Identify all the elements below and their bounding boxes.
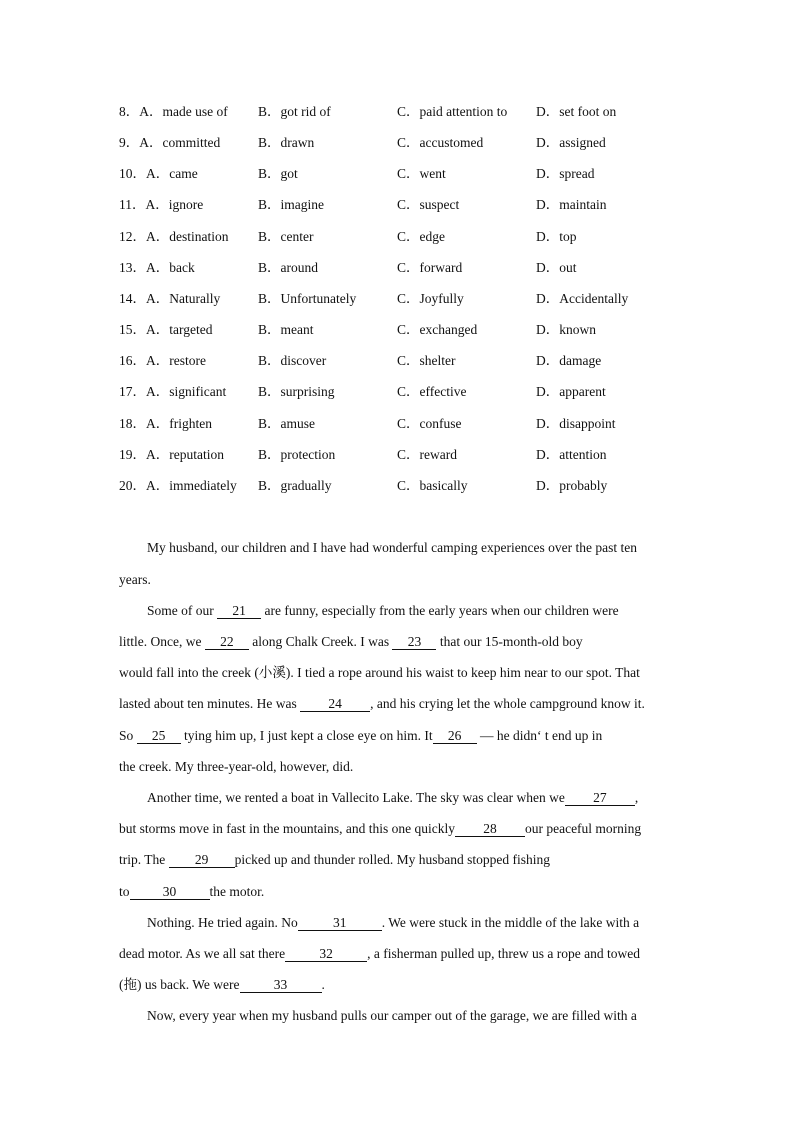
question-number: 14．A． [119, 291, 170, 306]
question-number: 12．A． [119, 229, 170, 244]
option-c[interactable]: C．basically [397, 478, 468, 493]
option-c[interactable]: C．paid attention to [397, 104, 508, 119]
question-number: 9．A． [119, 135, 163, 150]
option-c[interactable]: C．exchanged [397, 322, 478, 337]
passage-line: My husband, our children and I have had wonderful camping experiences over the past ten [147, 540, 637, 555]
question-number: 17．A． [119, 384, 170, 399]
option-b[interactable]: B．got rid of [258, 104, 331, 119]
option-a[interactable] [119, 352, 206, 370]
option-text: ignore [168, 197, 204, 212]
option-c[interactable]: C．confuse [397, 416, 462, 431]
option-d[interactable]: D．probably [536, 478, 608, 493]
option-c[interactable]: C．effective [397, 384, 467, 399]
option-c[interactable]: C．reward [397, 447, 457, 462]
option-d[interactable]: D．maintain [536, 197, 607, 212]
option-b[interactable]: B．got [258, 166, 298, 181]
option-b[interactable]: B．imagine [258, 197, 324, 212]
blank-31[interactable]: 31 [298, 915, 382, 931]
option-a[interactable] [119, 165, 198, 183]
passage-line: to 30 the motor. [119, 884, 265, 899]
question-number: 11．A． [119, 197, 169, 212]
option-b[interactable]: B．center [258, 229, 314, 244]
option-c[interactable]: C．Joyfully [397, 291, 464, 306]
question-number: 10．A． [119, 166, 170, 181]
option-text: committed [162, 135, 221, 150]
option-d[interactable]: D．damage [536, 353, 602, 368]
blank-30[interactable]: 30 [130, 884, 210, 900]
question-number: 19．A． [119, 447, 170, 462]
option-text: destination [169, 229, 229, 244]
option-d[interactable]: D．disappoint [536, 416, 616, 431]
question-number: 8．A． [119, 104, 163, 119]
blank-27[interactable]: 27 [565, 790, 635, 806]
blank-33[interactable]: 33 [240, 977, 322, 993]
option-c[interactable]: C．edge [397, 229, 445, 244]
passage-line: would fall into the creek (小溪). I tied a rope around his waist to keep him near to our spot. That [119, 665, 640, 680]
option-d[interactable]: D．apparent [536, 384, 606, 399]
option-c[interactable]: C．went [397, 166, 446, 181]
option-a[interactable] [119, 477, 237, 495]
question-number: 13．A． [119, 260, 170, 275]
passage-line: the creek. My three-year-old, however, did. [119, 759, 354, 774]
option-b[interactable]: B．Unfortunately [258, 291, 357, 306]
blank-21[interactable]: 21 [217, 603, 261, 619]
option-a[interactable] [119, 446, 224, 464]
passage-line: So 25 tying him up, I just kept a close eye on him. It 26 — he didn‘ t end up in [119, 728, 603, 743]
question-number: 18．A． [119, 416, 170, 431]
option-b[interactable]: B．gradually [258, 478, 332, 493]
option-text: back [169, 260, 195, 275]
option-d[interactable]: D．attention [536, 447, 607, 462]
option-b[interactable]: B．around [258, 260, 318, 275]
blank-23[interactable]: 23 [392, 634, 436, 650]
blank-24[interactable]: 24 [300, 696, 370, 712]
option-a[interactable] [119, 103, 228, 121]
passage-line: dead motor. As we all sat there 32 , a fisherman pulled up, threw us a rope and towed [119, 946, 641, 961]
option-text: targeted [169, 322, 213, 337]
passage-line: (拖) us back. We were 33 . [119, 977, 325, 992]
option-a[interactable] [119, 196, 203, 214]
option-c[interactable]: C．suspect [397, 197, 460, 212]
passage-line: Some of our 21 are funny, especially from the early years when our children were [147, 603, 619, 618]
option-text: immediately [169, 478, 237, 493]
blank-32[interactable]: 32 [285, 946, 367, 962]
blank-25[interactable]: 25 [137, 728, 181, 744]
blank-29[interactable]: 29 [169, 852, 235, 868]
option-text: came [169, 166, 198, 181]
option-d[interactable]: D．assigned [536, 135, 606, 150]
blank-28[interactable]: 28 [455, 821, 525, 837]
passage-line: lasted about ten minutes. He was 24 , and his crying let the whole campground know it. [119, 696, 645, 711]
option-a[interactable] [119, 290, 220, 308]
option-d[interactable]: D．Accidentally [536, 291, 629, 306]
option-b[interactable]: B．surprising [258, 384, 335, 399]
option-b[interactable]: B．drawn [258, 135, 315, 150]
question-number: 20．A． [119, 478, 170, 493]
option-text: reputation [169, 447, 224, 462]
option-c[interactable]: C．shelter [397, 353, 456, 368]
option-d[interactable]: D．known [536, 322, 596, 337]
passage-line: Another time, we rented a boat in Vallecito Lake. The sky was clear when we 27 , [147, 790, 639, 805]
option-text: frighten [169, 416, 212, 431]
option-a[interactable] [119, 228, 229, 246]
passage-line: years. [119, 572, 151, 587]
passage-line: but storms move in fast in the mountains, and this one quickly 28 our peaceful morning [119, 821, 642, 836]
option-b[interactable]: B．meant [258, 322, 314, 337]
passage-line: trip. The 29 picked up and thunder rolled. My husband stopped fishing [119, 852, 550, 867]
option-c[interactable]: C．forward [397, 260, 463, 275]
option-d[interactable]: D．set foot on [536, 104, 617, 119]
blank-22[interactable]: 22 [205, 634, 249, 650]
option-a[interactable] [119, 321, 212, 339]
option-a[interactable] [119, 415, 212, 433]
option-a[interactable] [119, 134, 220, 152]
question-number: 15．A． [119, 322, 170, 337]
option-text: Naturally [169, 291, 221, 306]
blank-26[interactable]: 26 [433, 728, 477, 744]
option-text: made use of [162, 104, 228, 119]
option-a[interactable] [119, 259, 195, 277]
question-number: 16．A． [119, 353, 170, 368]
option-a[interactable] [119, 383, 226, 401]
option-b[interactable]: B．protection [258, 447, 336, 462]
option-b[interactable]: B．amuse [258, 416, 315, 431]
option-c[interactable]: C．accustomed [397, 135, 484, 150]
option-d[interactable]: D．top [536, 229, 577, 244]
passage-line: Nothing. He tried again. No 31 . We were stuck in the middle of the lake with a [147, 915, 640, 930]
option-text: significant [169, 384, 227, 399]
option-d[interactable]: D．out [536, 260, 577, 275]
option-b[interactable]: B．discover [258, 353, 327, 368]
passage-line: little. Once, we 22 along Chalk Creek. I was 23 that our 15-month-old boy [119, 634, 583, 649]
option-d[interactable]: D．spread [536, 166, 595, 181]
passage-line: Now, every year when my husband pulls our camper out of the garage, we are filled with a [147, 1008, 637, 1023]
option-text: restore [169, 353, 206, 368]
